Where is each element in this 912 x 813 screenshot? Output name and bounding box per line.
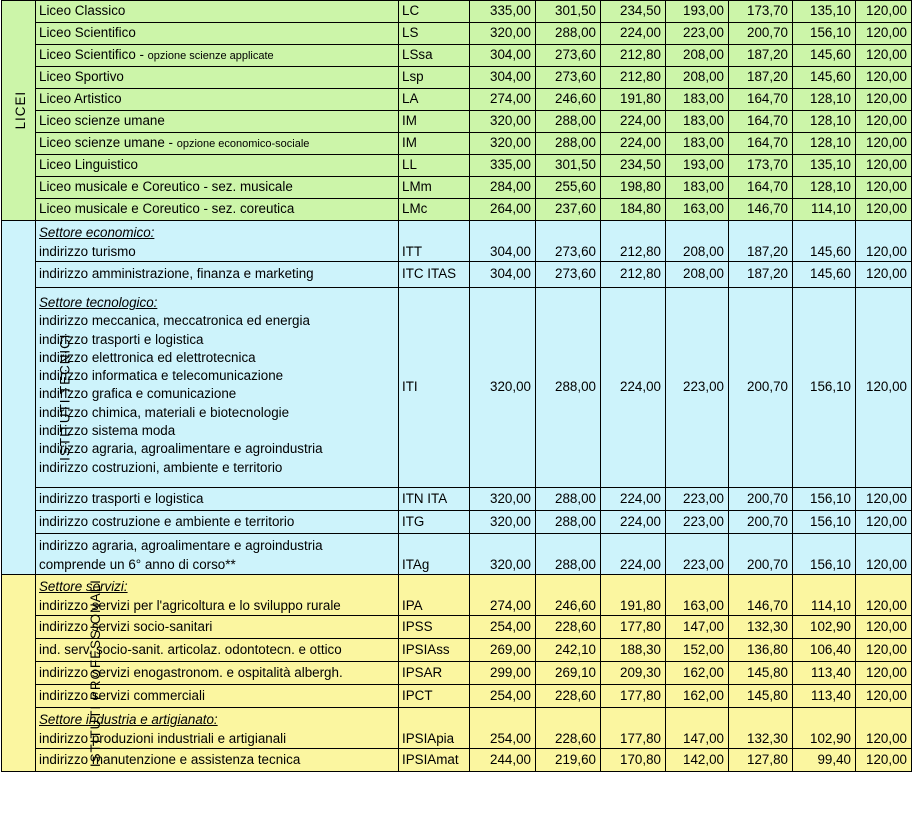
fee-value: 224,00	[601, 23, 666, 45]
fee-value: 135,10	[793, 1, 856, 23]
fee-value: 120,00	[856, 23, 912, 45]
sector-title: Settore industria e artigianato:	[39, 712, 218, 728]
table-row	[2, 488, 912, 511]
fee-value: 183,00	[666, 111, 729, 133]
fee-value: 120,00	[856, 511, 912, 534]
fee-value: 224,00	[601, 133, 666, 155]
table-row	[2, 575, 912, 616]
fee-value: 106,40	[793, 639, 856, 662]
school-name	[36, 155, 399, 177]
school-name-text: indirizzo produzioni industriali e artigianali	[39, 730, 287, 746]
fee-value: 254,00	[470, 616, 536, 639]
fee-value: 164,70	[729, 177, 793, 199]
school-code: LC	[399, 1, 470, 23]
school-name	[36, 199, 399, 221]
school-name-text: indirizzo costruzione e ambiente e territorio	[39, 513, 295, 529]
fee-value: 120,00	[856, 67, 912, 89]
fee-value: 120,00	[856, 262, 912, 288]
table-row	[2, 639, 912, 662]
fee-value: 244,00	[470, 749, 536, 772]
fee-value: 228,60	[536, 685, 601, 708]
fee-value: 145,60	[793, 45, 856, 67]
school-code: LMm	[399, 177, 470, 199]
fee-value: 120,00	[856, 662, 912, 685]
school-name-text: indirizzo informatica e telecomunicazione	[39, 368, 284, 384]
school-name	[36, 23, 399, 45]
school-code: LMc	[399, 199, 470, 221]
fee-value: 173,70	[729, 155, 793, 177]
school-name-text: Liceo Linguistico	[39, 157, 139, 173]
school-name-text: indirizzo costruzioni, ambiente e territorio	[39, 459, 283, 475]
fee-value: 269,00	[470, 639, 536, 662]
table-row	[2, 288, 912, 488]
fee-value: 304,00	[470, 67, 536, 89]
fee-value: 264,00	[470, 199, 536, 221]
fee-value: 200,70	[729, 511, 793, 534]
fee-value: 135,10	[793, 155, 856, 177]
school-name-text: Liceo Sportivo	[39, 69, 124, 85]
fee-value: 212,80	[601, 45, 666, 67]
school-name-text: indirizzo amministrazione, finanza e marketing	[39, 266, 314, 282]
school-name-text: indirizzo chimica, materiali e biotecnologie	[39, 404, 290, 420]
fee-value: 120,00	[856, 534, 912, 575]
school-name-text: indirizzo meccanica, meccatronica ed energia	[39, 313, 310, 329]
table-row	[2, 111, 912, 133]
school-code: Lsp	[399, 67, 470, 89]
fee-value: 320,00	[470, 511, 536, 534]
fee-table	[1, 0, 912, 772]
fee-value: 184,80	[601, 199, 666, 221]
school-name-note: opzione scienze applicate	[147, 49, 274, 62]
fee-value: 223,00	[666, 511, 729, 534]
table-row	[2, 67, 912, 89]
school-name-note: opzione economico-sociale	[176, 137, 310, 150]
fee-value: 223,00	[666, 23, 729, 45]
fee-value: 120,00	[856, 749, 912, 772]
school-name-text: indirizzo trasporti e logistica	[39, 490, 204, 506]
school-name-text: indirizzo turismo	[39, 243, 136, 259]
fee-value: 128,10	[793, 177, 856, 199]
fee-value: 212,80	[601, 67, 666, 89]
fee-value: 99,40	[793, 749, 856, 772]
school-name	[36, 177, 399, 199]
fee-value: 246,60	[536, 89, 601, 111]
fee-value: 128,10	[793, 89, 856, 111]
school-name	[36, 1, 399, 23]
fee-value: 304,00	[470, 262, 536, 288]
fee-value: 269,10	[536, 662, 601, 685]
table-row	[2, 89, 912, 111]
school-name-text: indirizzo agraria, agroalimentare e agroindustria	[39, 538, 323, 554]
school-code: ITC ITAS	[399, 262, 470, 288]
fee-value: 120,00	[856, 155, 912, 177]
fee-value: 120,00	[856, 177, 912, 199]
fee-value: 224,00	[601, 488, 666, 511]
school-name-text: ind. serv. socio-sanit. articolaz. odontotecn. e ottico	[39, 641, 342, 657]
school-name-text: Liceo scienze umane	[39, 113, 165, 129]
school-name	[36, 133, 399, 155]
fee-value: 198,80	[601, 177, 666, 199]
fee-value: 255,60	[536, 177, 601, 199]
fee-value: 246,60	[536, 575, 601, 616]
fee-value: 208,00	[666, 67, 729, 89]
fee-value: 200,70	[729, 488, 793, 511]
fee-value: 146,70	[729, 199, 793, 221]
fee-value: 320,00	[470, 23, 536, 45]
fee-value: 224,00	[601, 511, 666, 534]
school-code: IPSAR	[399, 662, 470, 685]
fee-value: 120,00	[856, 639, 912, 662]
school-name-text: indirizzo servizi socio-sanitari	[39, 618, 213, 634]
fee-value: 224,00	[601, 534, 666, 575]
school-code: LA	[399, 89, 470, 111]
fee-value: 183,00	[666, 133, 729, 155]
fee-value: 237,60	[536, 199, 601, 221]
section-label-text: ISTITUTI TECNICI	[57, 333, 73, 462]
fee-value: 273,60	[536, 221, 601, 262]
table-row	[2, 177, 912, 199]
fee-value: 212,80	[601, 221, 666, 262]
school-name-text: Liceo Classico	[39, 3, 126, 19]
fee-value: 228,60	[536, 708, 601, 749]
fee-value: 234,50	[601, 1, 666, 23]
fee-value: 162,00	[666, 662, 729, 685]
fee-value: 288,00	[536, 288, 601, 488]
fee-value: 183,00	[666, 89, 729, 111]
fee-value: 254,00	[470, 685, 536, 708]
table-row	[2, 662, 912, 685]
fee-value: 242,10	[536, 639, 601, 662]
fee-value: 147,00	[666, 616, 729, 639]
fee-value: 191,80	[601, 89, 666, 111]
school-code: ITN ITA	[399, 488, 470, 511]
school-code: IM	[399, 111, 470, 133]
section-label-text: ISTITUTI PROFESSIONALI	[87, 579, 103, 767]
fee-value: 183,00	[666, 177, 729, 199]
fee-value: 212,80	[601, 262, 666, 288]
fee-value: 320,00	[470, 133, 536, 155]
fee-value: 146,70	[729, 575, 793, 616]
fee-value: 102,90	[793, 616, 856, 639]
school-code: ITG	[399, 511, 470, 534]
table-row	[2, 199, 912, 221]
fee-value: 162,00	[666, 685, 729, 708]
school-name	[36, 288, 399, 488]
fee-value: 284,00	[470, 177, 536, 199]
school-code: IM	[399, 133, 470, 155]
fee-value: 223,00	[666, 288, 729, 488]
school-code: ITAg	[399, 534, 470, 575]
school-name-text: indirizzo trasporti e logistica	[39, 331, 204, 347]
fee-value: 301,50	[536, 155, 601, 177]
fee-value: 145,60	[793, 221, 856, 262]
school-name-text: indirizzo agraria, agroalimentare e agroindustria	[39, 441, 323, 457]
fee-value: 145,60	[793, 262, 856, 288]
fee-value: 234,50	[601, 155, 666, 177]
fee-value: 177,80	[601, 685, 666, 708]
fee-value: 102,90	[793, 708, 856, 749]
fee-value: 301,50	[536, 1, 601, 23]
fee-value: 163,00	[666, 575, 729, 616]
fee-value: 193,00	[666, 155, 729, 177]
school-code: ITT	[399, 221, 470, 262]
school-name-text: indirizzo sistema moda	[39, 423, 176, 439]
fee-value: 145,80	[729, 662, 793, 685]
fee-value: 113,40	[793, 662, 856, 685]
fee-value: 320,00	[470, 534, 536, 575]
school-name	[36, 511, 399, 534]
fee-value: 188,30	[601, 639, 666, 662]
fee-value: 273,60	[536, 262, 601, 288]
fee-value: 128,10	[793, 111, 856, 133]
school-name	[36, 488, 399, 511]
school-code: LSsa	[399, 45, 470, 67]
fee-value: 120,00	[856, 575, 912, 616]
school-code: LS	[399, 23, 470, 45]
school-name-text: Liceo Scientifico -	[39, 46, 148, 62]
fee-value: 147,00	[666, 708, 729, 749]
school-code: LL	[399, 155, 470, 177]
fee-value: 187,20	[729, 221, 793, 262]
fee-value: 208,00	[666, 262, 729, 288]
fee-value: 320,00	[470, 488, 536, 511]
school-code: IPSIAmat	[399, 749, 470, 772]
school-name	[36, 111, 399, 133]
fee-value: 120,00	[856, 111, 912, 133]
fee-value: 299,00	[470, 662, 536, 685]
fee-value: 156,10	[793, 23, 856, 45]
school-code: ITI	[399, 288, 470, 488]
fee-value: 335,00	[470, 1, 536, 23]
fee-value: 113,40	[793, 685, 856, 708]
fee-value: 164,70	[729, 89, 793, 111]
fee-value: 120,00	[856, 89, 912, 111]
fee-value: 187,20	[729, 67, 793, 89]
fee-value: 164,70	[729, 133, 793, 155]
table-row	[2, 534, 912, 575]
fee-value: 208,00	[666, 221, 729, 262]
school-name-text: indirizzo elettronica ed elettrotecnica	[39, 349, 256, 365]
fee-value: 120,00	[856, 1, 912, 23]
section-label-text: LICEI	[13, 91, 29, 130]
fee-value: 152,00	[666, 639, 729, 662]
table-row	[2, 45, 912, 67]
fee-value: 120,00	[856, 708, 912, 749]
school-name	[36, 221, 399, 262]
fee-value: 114,10	[793, 199, 856, 221]
fee-value: 145,80	[729, 685, 793, 708]
fee-value: 132,30	[729, 708, 793, 749]
fee-value: 288,00	[536, 111, 601, 133]
fee-value: 320,00	[470, 288, 536, 488]
fee-value: 156,10	[793, 488, 856, 511]
fee-value: 132,30	[729, 616, 793, 639]
table-row	[2, 23, 912, 45]
fee-value: 304,00	[470, 45, 536, 67]
school-name-text: indirizzo servizi per l'agricoltura e lo sviluppo rurale	[39, 597, 341, 613]
table-row	[2, 685, 912, 708]
fee-value: 219,60	[536, 749, 601, 772]
school-name	[36, 89, 399, 111]
fee-value: 304,00	[470, 221, 536, 262]
fee-value: 164,70	[729, 111, 793, 133]
fee-value: 274,00	[470, 575, 536, 616]
school-name	[36, 45, 399, 67]
fee-value: 128,10	[793, 133, 856, 155]
fee-value: 254,00	[470, 708, 536, 749]
fee-value: 136,80	[729, 639, 793, 662]
school-name-text: indirizzo servizi enogastronom. e ospitalità albergh.	[39, 664, 343, 680]
school-name-text: Liceo Artistico	[39, 91, 122, 107]
fee-value: 120,00	[856, 199, 912, 221]
fee-value: 209,30	[601, 662, 666, 685]
school-name-text: Liceo musicale e Coreutico - sez. musicale	[39, 179, 293, 195]
school-code: IPSS	[399, 616, 470, 639]
sector-title: Settore tecnologico:	[39, 295, 158, 310]
table-row	[2, 221, 912, 262]
fee-value: 177,80	[601, 708, 666, 749]
table-row	[2, 749, 912, 772]
fee-value: 288,00	[536, 534, 601, 575]
fee-value: 228,60	[536, 616, 601, 639]
school-code: IPA	[399, 575, 470, 616]
fee-value: 156,10	[793, 511, 856, 534]
fee-value: 156,10	[793, 288, 856, 488]
fee-value: 170,80	[601, 749, 666, 772]
school-name-text: indirizzo manutenzione e assistenza tecnica	[39, 751, 301, 767]
fee-value: 223,00	[666, 534, 729, 575]
school-code: IPCT	[399, 685, 470, 708]
fee-value: 142,00	[666, 749, 729, 772]
fee-value: 120,00	[856, 616, 912, 639]
fee-value: 114,10	[793, 575, 856, 616]
fee-value: 224,00	[601, 111, 666, 133]
fee-value: 156,10	[793, 534, 856, 575]
fee-value: 273,60	[536, 67, 601, 89]
school-name-note: comprende un 6° anno di corso**	[39, 556, 236, 572]
fee-value: 191,80	[601, 575, 666, 616]
fee-value: 193,00	[666, 1, 729, 23]
table-row	[2, 133, 912, 155]
school-name	[36, 534, 399, 575]
fee-value: 187,20	[729, 45, 793, 67]
table-row	[2, 616, 912, 639]
school-name-text: indirizzo grafica e comunicazione	[39, 386, 237, 402]
fee-value: 208,00	[666, 45, 729, 67]
fee-value: 288,00	[536, 511, 601, 534]
fee-value: 163,00	[666, 199, 729, 221]
school-name-text: Liceo musicale e Coreutico - sez. coreutica	[39, 201, 295, 217]
fee-value: 120,00	[856, 221, 912, 262]
fee-value: 127,80	[729, 749, 793, 772]
fee-value: 120,00	[856, 488, 912, 511]
fee-value: 288,00	[536, 133, 601, 155]
table-row	[2, 511, 912, 534]
school-name-text: Liceo Scientifico	[39, 25, 136, 41]
fee-value: 145,60	[793, 67, 856, 89]
fee-value: 177,80	[601, 616, 666, 639]
fee-value: 223,00	[666, 488, 729, 511]
fee-value: 173,70	[729, 1, 793, 23]
fee-value: 274,00	[470, 89, 536, 111]
fee-value: 200,70	[729, 534, 793, 575]
table-row	[2, 262, 912, 288]
school-code: IPSIApia	[399, 708, 470, 749]
fee-value: 120,00	[856, 685, 912, 708]
fee-value: 320,00	[470, 111, 536, 133]
sector-title: Settore economico:	[39, 225, 155, 241]
fee-value: 120,00	[856, 288, 912, 488]
section-label	[2, 1, 36, 221]
school-name	[36, 67, 399, 89]
table-row	[2, 708, 912, 749]
fee-value: 224,00	[601, 288, 666, 488]
fee-value: 335,00	[470, 155, 536, 177]
fee-value: 120,00	[856, 45, 912, 67]
table-row	[2, 155, 912, 177]
section-label	[2, 221, 73, 575]
fee-value: 288,00	[536, 488, 601, 511]
school-name-text: indirizzo servizi commerciali	[39, 687, 205, 703]
fee-value: 120,00	[856, 133, 912, 155]
sector-title: Settore servizi:	[39, 579, 128, 595]
fee-value: 200,70	[729, 288, 793, 488]
fee-value: 187,20	[729, 262, 793, 288]
fee-value: 288,00	[536, 23, 601, 45]
school-code: IPSIAss	[399, 639, 470, 662]
fee-value: 273,60	[536, 45, 601, 67]
fee-value: 200,70	[729, 23, 793, 45]
school-name	[36, 262, 399, 288]
table-row	[2, 1, 912, 23]
school-name-text: Liceo scienze umane -	[39, 134, 177, 150]
